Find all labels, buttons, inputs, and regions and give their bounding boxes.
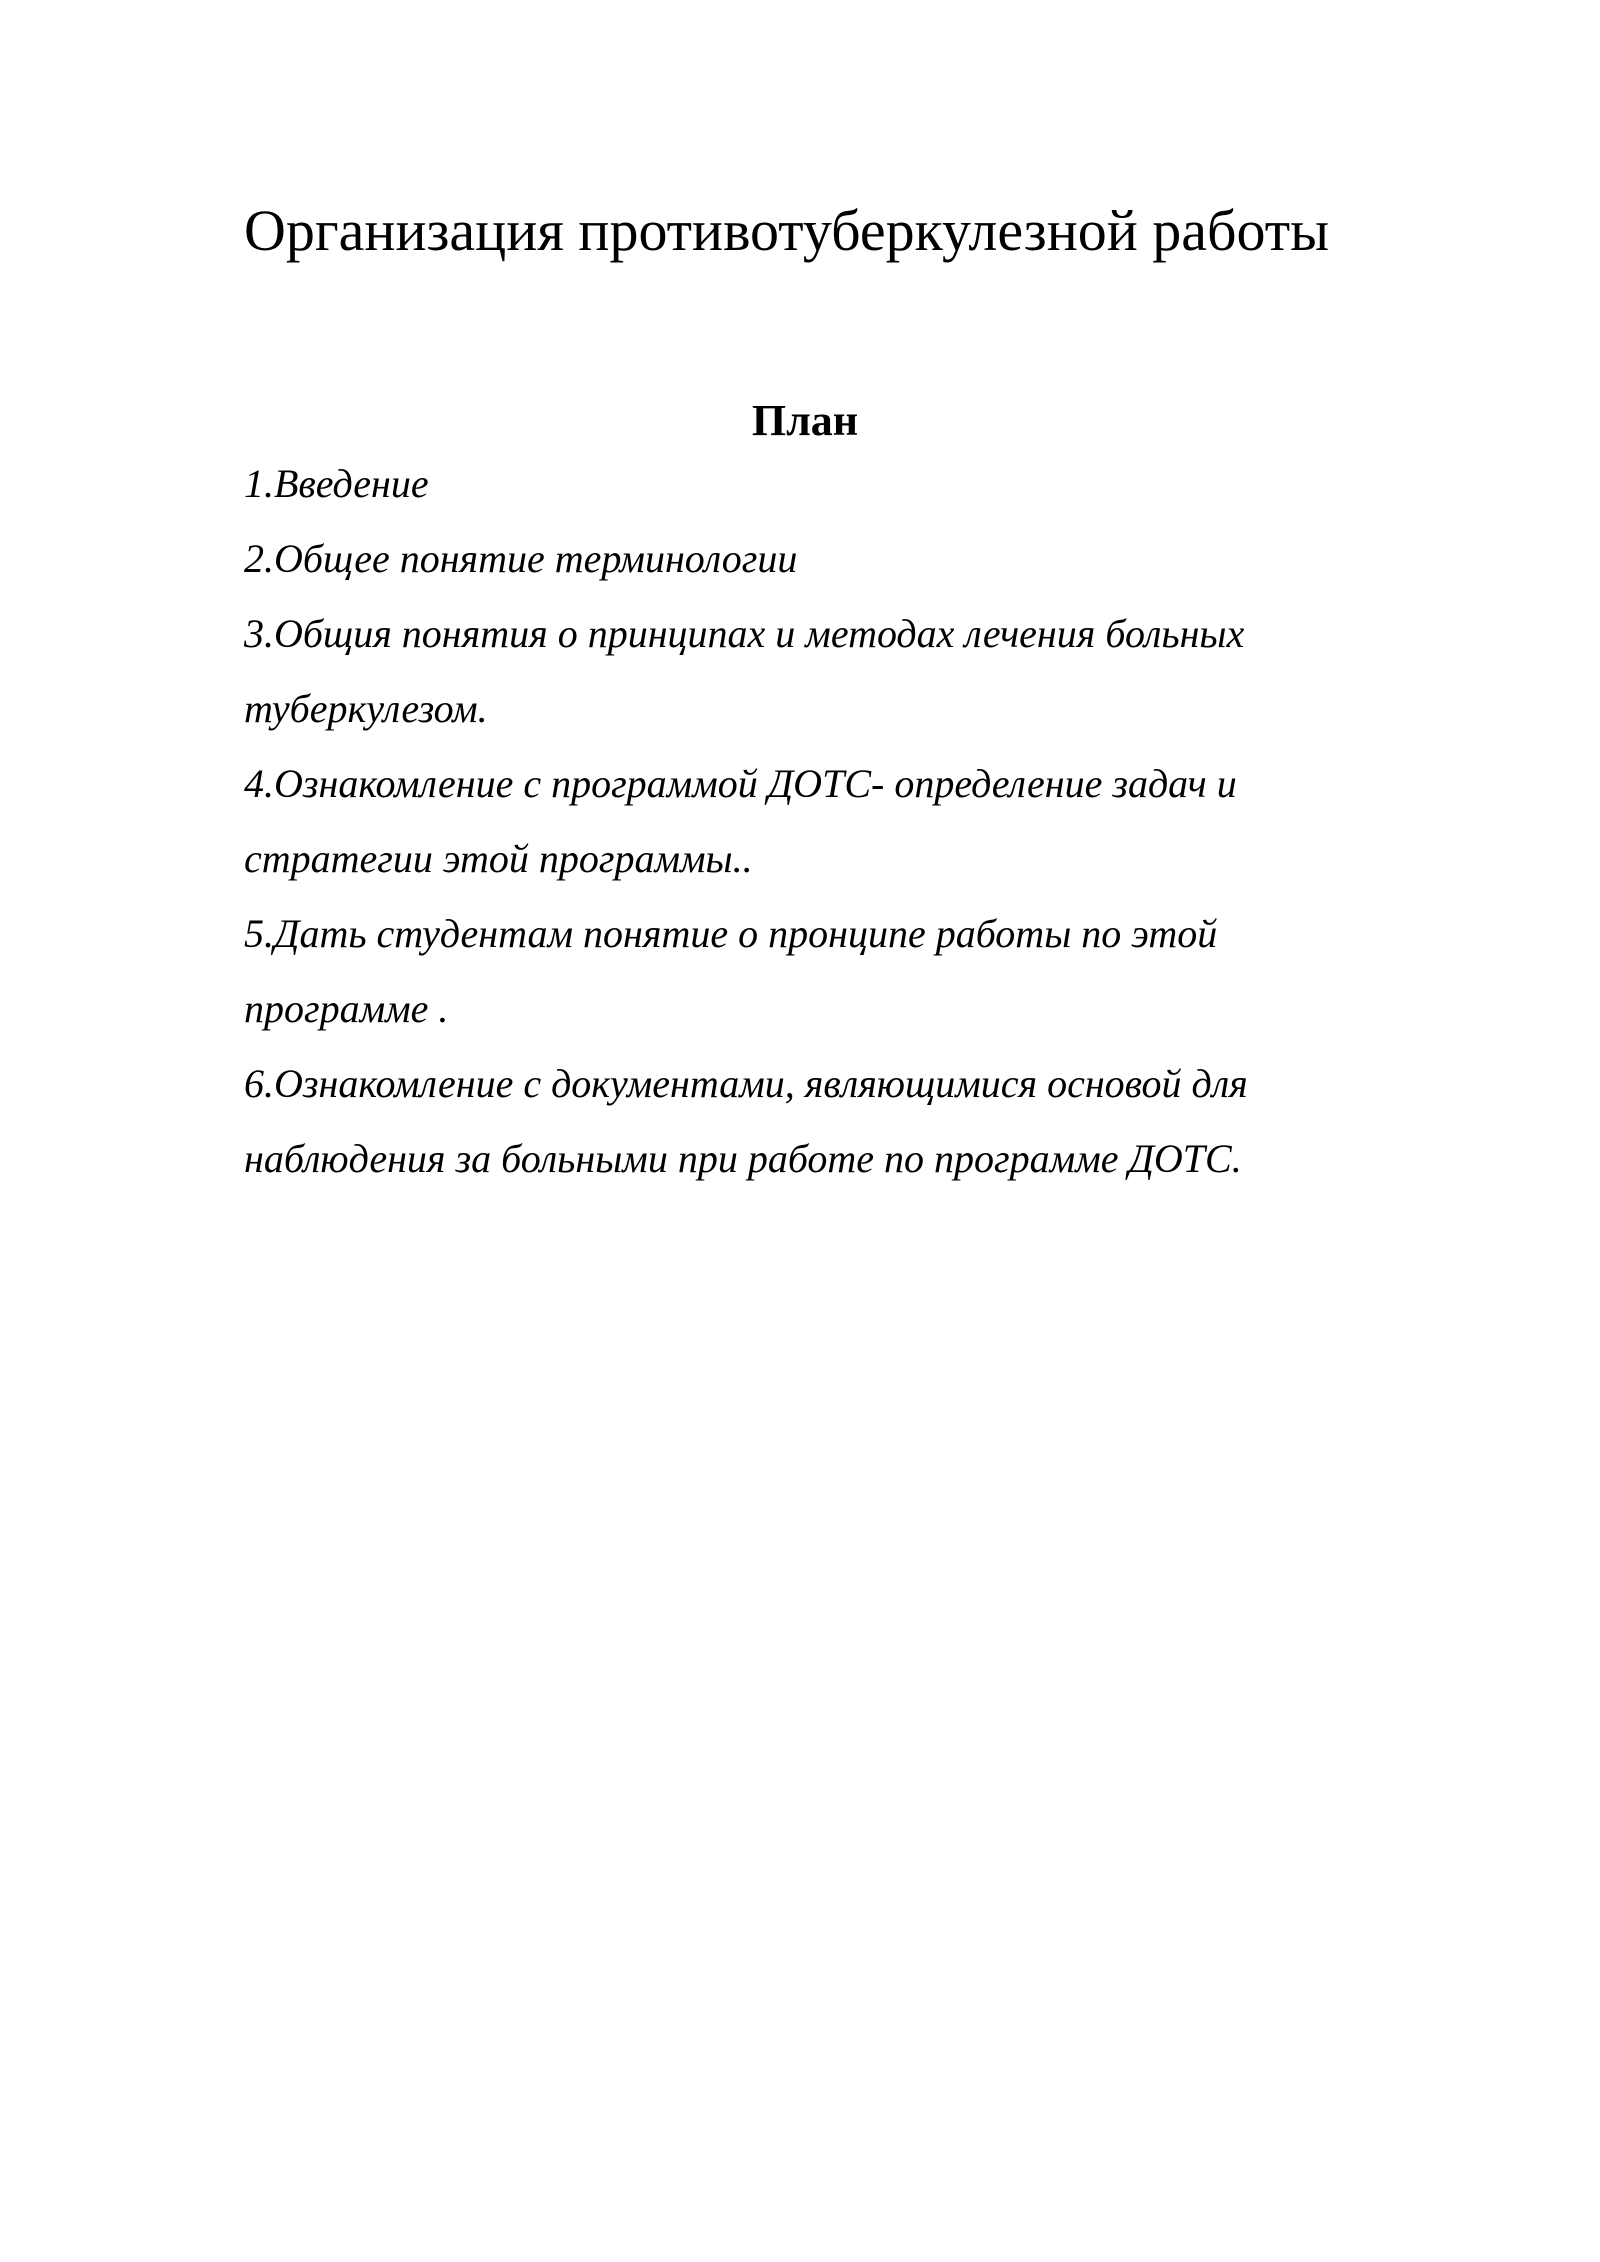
plan-list xyxy=(244,446,1394,1196)
plan-item-terminology: 2.Общее понятие терминологии xyxy=(244,536,798,581)
plan-item-documents: 6.Ознакомление с документами, являющимися основой для наблюдения за больными при работе по программе ДОТС. xyxy=(244,1061,1248,1181)
plan-item-dots-program: 4.Ознакомление с программой ДОТС- определение задач и стратегии этой программы.. xyxy=(244,761,1237,881)
plan-item-work-principle: 5.Дать студентам понятие о пронципе работы по этой программе . xyxy=(244,911,1218,1031)
document-title: Организация противотуберкулезной работы xyxy=(244,198,1330,263)
plan-heading: План xyxy=(751,396,859,445)
plan-item-treatment-principles: 3.Общия понятия о принципах и методах лечения больных туберкулезом. xyxy=(244,611,1245,731)
plan-item-introduction: 1.Введение xyxy=(244,461,429,506)
